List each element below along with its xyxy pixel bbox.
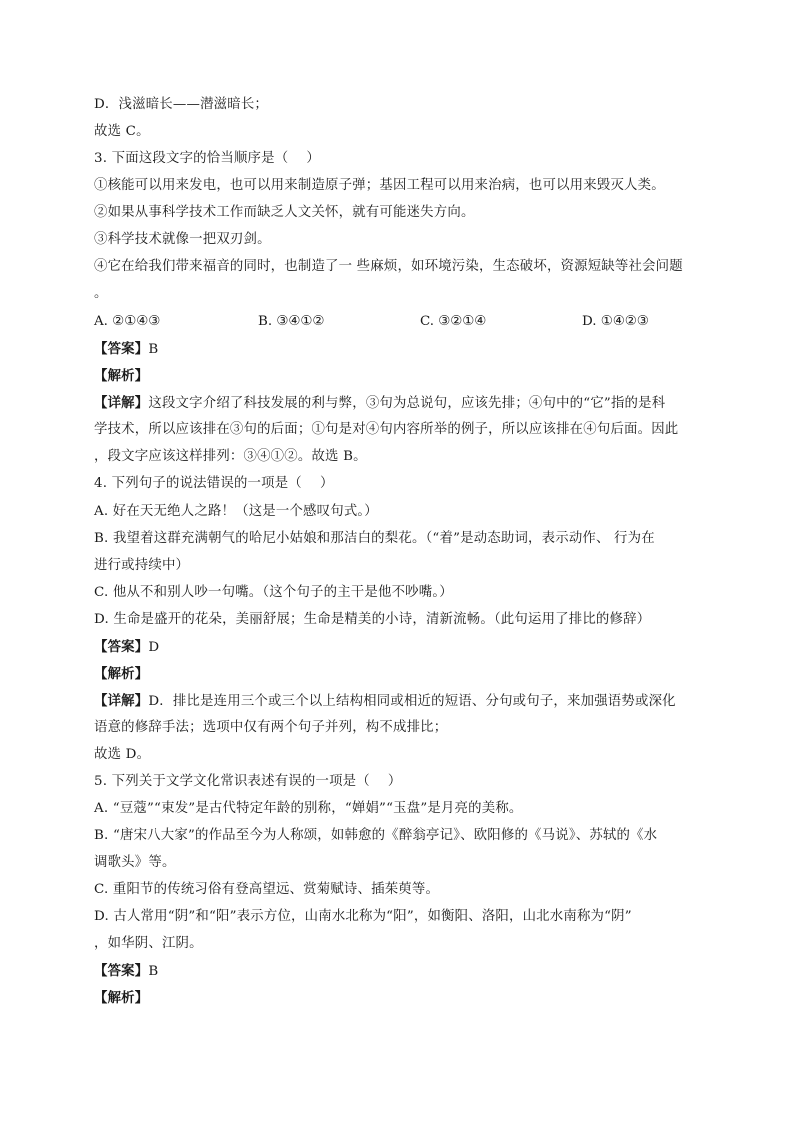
q5-stem: 5. 下列关于文学文化常识表述有误的一项是（ ） — [94, 774, 402, 789]
q3-stem: 3. 下面这段文字的恰当顺序是（ ） — [94, 151, 320, 166]
q4-option-d: D. 生命是盛开的花朵，美丽舒展；生命是精美的小诗，清新流畅。（此句运用了排比的修辞） — [94, 612, 651, 627]
q3-option-c: C. ③②①④ — [420, 314, 487, 329]
q3-option-b: B. ③④①② — [258, 314, 325, 329]
q5-option-c: C. 重阳节的传统习俗有登高望远、赏菊赋诗、插茱萸等。 — [94, 882, 440, 897]
q4-option-b: B. 我望着这群充满朝气的哈尼小姑娘和那洁白的梨花。（“着”是动态助词，表示动作、 行为在 — [94, 531, 655, 546]
q2-option-d-line: D．浅滋暗长——潜滋暗长； — [94, 97, 269, 112]
answer-value: B — [148, 964, 159, 979]
answer-tag: 【答案】 — [94, 341, 149, 357]
q4-answer — [94, 638, 714, 657]
answer-value: D — [148, 640, 160, 655]
q4-conclusion: 故选 D。 — [94, 747, 151, 762]
q3-answer — [94, 340, 714, 359]
q4-analysis-heading: 【解析】 — [94, 666, 149, 682]
q3-analysis-heading: 【解析】 — [94, 368, 149, 384]
q5-option-b: B. “唐宋八大家”的作品至今为人称颂，如韩愈的《醉翁亭记》、欧阳修的《马说》、苏轼的《水 — [94, 828, 658, 843]
detail-text: 这段文字介绍了科技发展的利与弊，③句为总说句，应该先排；④句中的“它”指的是科 — [148, 396, 666, 411]
q3-detail-line-1 — [94, 394, 714, 413]
q4-detail-line-1 — [94, 692, 714, 711]
q3-detail-line-2: 学技术，所以应该排在③句的后面；①句是对④句内容所举的例子，所以应该排在④句后面。因此 — [94, 422, 679, 437]
q5-answer — [94, 962, 714, 981]
detail-tag: 【详解】 — [94, 693, 149, 709]
q3-sentence-4: ④它在给我们带来福音的同时，也制造了一 些麻烦，如环境污染，生态破坏，资源短缺等社会问题 — [94, 259, 683, 274]
detail-text: D．排比是连用三个或三个以上结构相同或相近的短语、分句或句子，来加强语势或深化 — [148, 694, 676, 709]
q5-option-a: A. “豆蔻”“束发”是古代特定年龄的别称，“婵娟”“玉盘”是月亮的美称。 — [94, 801, 523, 816]
q4-option-b-cont: 进行或持续中） — [94, 558, 190, 573]
q3-sentence-1: ①核能可以用来发电，也可以用来制造原子弹；基因工程可以用来治病，也可以用来毁灭人类。 — [94, 178, 665, 193]
q4-stem: 4. 下列句子的说法错误的一项是（ ） — [94, 476, 334, 491]
q5-option-d: D. 古人常用“阴”和“阳”表示方位，山南水北称为“阳”，如衡阳、洛阳，山北水南称为“阴” — [94, 909, 632, 924]
q3-option-d: D. ①④②③ — [582, 314, 649, 329]
q2-conclusion: 故选 C。 — [94, 124, 150, 139]
q3-option-a: A. ②①④③ — [94, 314, 161, 329]
q4-detail-line-2: 语意的修辞手法；选项中仅有两个句子并列，构不成排比； — [94, 720, 448, 735]
q5-option-b-cont: 调歌头》等。 — [94, 855, 176, 870]
q3-sentence-3: ③科学技术就像一把双刃剑。 — [94, 232, 271, 247]
answer-value: B — [148, 342, 159, 357]
answer-tag: 【答案】 — [94, 963, 149, 979]
answer-tag: 【答案】 — [94, 639, 149, 655]
q3-sentence-4-end: 。 — [94, 286, 108, 301]
q3-detail-line-3: ，段文字应该这样排列：③④①②。故选 B。 — [94, 449, 367, 464]
detail-tag: 【详解】 — [94, 395, 149, 411]
q5-analysis-heading: 【解析】 — [94, 990, 149, 1006]
q4-option-a: A. 好在天无绝人之路！（这是一个感叹句式。） — [94, 504, 378, 519]
q5-option-d-cont: ，如华阴、江阴。 — [94, 936, 203, 951]
q4-option-c: C. 他从不和别人吵一句嘴。（这个句子的主干是他不吵嘴。） — [94, 585, 453, 600]
q3-sentence-2: ②如果从事科学技术工作而缺乏人文关怀，就有可能迷失方向。 — [94, 205, 475, 220]
